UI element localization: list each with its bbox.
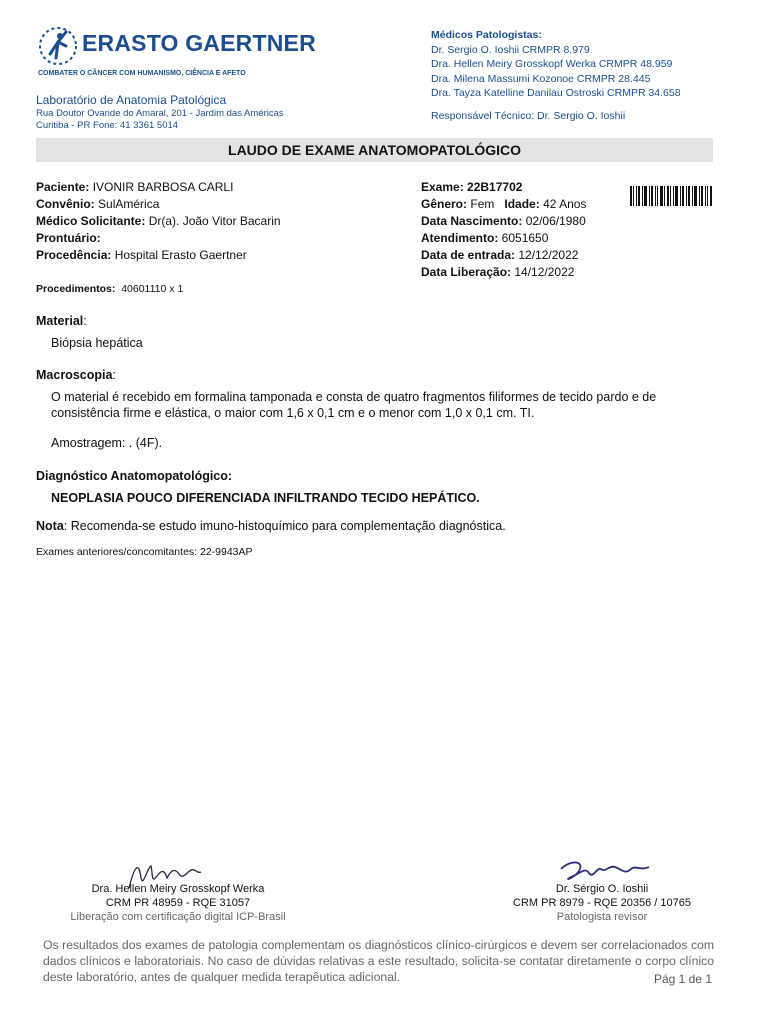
disclaimer-footer: Os resultados dos exames de patologia complementam os diagnósticos clínico-cirúrgicos e devem ser correlacionados com dados clínicos e laboratoriais. No caso de dúvidas relativas a este resultado, solicita-se contatar diretamente o corpo clínico deste laboratório, antes de qualquer medida terapêutica adicional. bbox=[43, 938, 714, 984]
doctor-item: Dra. Tayza Katelline Danilau Ostroski CRMPR 34.658 bbox=[431, 87, 681, 99]
signer-name: Dra. Hellen Meiry Grosskopf Werka bbox=[91, 883, 265, 895]
diagnosis-heading: Diagnóstico Anatomopatológico: bbox=[36, 469, 233, 483]
signature-block-hellen bbox=[63, 882, 293, 924]
release-label: Data Liberação: bbox=[421, 265, 512, 279]
release-row bbox=[421, 264, 574, 281]
logo-tagline: COMBATER O CÂNCER COM HUMANISMO, CIÊNCIA E AFETO bbox=[38, 70, 246, 77]
signer-note: Liberação com certificação digital ICP-Brasil bbox=[70, 911, 286, 923]
birth-label: Data Nascimento: bbox=[421, 214, 523, 228]
lab-address: Rua Doutor Ovande do Amaral, 201 - Jardim das Américas bbox=[36, 108, 284, 119]
lab-city-phone: Curitiba - PR Fone: 41 3361 5014 bbox=[36, 120, 179, 131]
doctors-list bbox=[431, 28, 681, 101]
entry-label: Data de entrada: bbox=[421, 248, 516, 262]
origin-row bbox=[36, 247, 247, 264]
origin-value: Hospital Erasto Gaertner bbox=[114, 248, 247, 262]
entry-row bbox=[421, 247, 578, 264]
macroscopy-heading: Macroscopia: bbox=[36, 368, 116, 382]
release-value: 14/12/2022 bbox=[514, 265, 575, 279]
doctor-item: Dra. Milena Massumi Kozonoe CRMPR 28.445 bbox=[431, 72, 651, 85]
exam-row bbox=[421, 179, 522, 196]
procedures-value: 40601110 x 1 bbox=[121, 283, 184, 295]
report-title-bar bbox=[36, 138, 713, 162]
doctor-item: Dr. Sergio O. Ioshii CRMPR 8.979 bbox=[431, 43, 590, 56]
patient-name-label: Paciente: bbox=[36, 180, 90, 194]
note-row bbox=[36, 518, 506, 534]
note-label: Nota bbox=[36, 519, 64, 533]
gender-label: Gênero: bbox=[421, 197, 468, 211]
requester-label: Médico Solicitante: bbox=[36, 214, 146, 228]
procedures-label: Procedimentos: bbox=[36, 283, 116, 295]
record-row bbox=[36, 230, 101, 247]
procedures-row bbox=[36, 283, 183, 295]
note-text: : Recomenda-se estudo imuno-histoquímico para complementação diagnóstica. bbox=[63, 519, 506, 533]
origin-label: Procedência: bbox=[36, 248, 112, 262]
logo-text: ERASTO GAERTNER bbox=[82, 30, 316, 56]
patient-name-row bbox=[36, 179, 233, 196]
material-heading: Material: bbox=[36, 314, 87, 328]
visit-value: 6051650 bbox=[501, 231, 549, 245]
plan-value: SulAmérica bbox=[98, 197, 160, 211]
requester-row bbox=[36, 213, 281, 230]
plan-label: Convênio: bbox=[36, 197, 95, 211]
requester-value: Dr(a). João Vitor Bacarin bbox=[148, 214, 281, 228]
diagnosis-text: NEOPLASIA POUCO DIFERENCIADA INFILTRANDO TECIDO HEPÁTICO. bbox=[51, 491, 480, 505]
gender-value: Fem bbox=[470, 197, 495, 211]
exam-label: Exame: bbox=[421, 180, 464, 194]
report-title: LAUDO DE EXAME ANATOMOPATOLÓGICO bbox=[228, 142, 521, 158]
entry-value: 12/12/2022 bbox=[518, 248, 579, 262]
material-text: Biópsia hepática bbox=[51, 336, 143, 350]
lab-address-block bbox=[36, 108, 284, 132]
signature-block-sergio bbox=[487, 882, 717, 924]
patient-name: IVONIR BARBOSA CARLI bbox=[92, 180, 234, 194]
exam-number: 22B17702 bbox=[467, 180, 523, 194]
visit-label: Atendimento: bbox=[421, 231, 499, 245]
barcode-icon bbox=[630, 186, 712, 206]
macroscopy-label: Macroscopia bbox=[36, 368, 113, 382]
erasto-gaertner-logo-icon bbox=[36, 24, 80, 68]
signer-crm: CRM PR 48959 - RQE 31057 bbox=[105, 897, 251, 909]
visit-row bbox=[421, 230, 548, 247]
doctors-heading: Médicos Patologistas: bbox=[431, 29, 542, 41]
record-label: Prontuário: bbox=[36, 231, 101, 245]
age-label: Idade: bbox=[504, 197, 540, 211]
hospital-logo bbox=[36, 22, 316, 86]
previous-exams: Exames anteriores/concomitantes: 22-9943AP bbox=[36, 546, 253, 558]
page-number: Pág 1 de 1 bbox=[653, 972, 712, 986]
signer-note: Patologista revisor bbox=[556, 911, 648, 923]
birth-row bbox=[421, 213, 586, 230]
age-value: 42 Anos bbox=[543, 197, 587, 211]
signer-name: Dr. Sérgio O. Ioshii bbox=[555, 883, 649, 895]
doctor-item: Dra. Hellen Meiry Grosskopf Werka CRMPR 48.959 bbox=[431, 58, 673, 70]
lab-name: Laboratório de Anatomia Patológica bbox=[36, 93, 227, 107]
birth-value: 02/06/1980 bbox=[525, 214, 586, 228]
plan-row bbox=[36, 196, 159, 213]
signer-crm: CRM PR 8979 - RQE 20356 / 10765 bbox=[513, 897, 691, 909]
gender-age-row bbox=[421, 196, 586, 213]
material-label: Material bbox=[36, 314, 84, 328]
sampling-text: Amostragem: . (4F). bbox=[51, 436, 163, 450]
responsible-technician: Responsável Técnico: Dr. Sergio O. Ioshii bbox=[431, 110, 626, 122]
macroscopy-text: O material é recebido em formalina tamponada e consta de quatro fragmentos filiformes de tecido pardo e de consistência firme e elástica, o maior com 1,6 x 0,1 cm e o menor com 1,0 x 0,1 cm. TI. bbox=[51, 390, 657, 420]
